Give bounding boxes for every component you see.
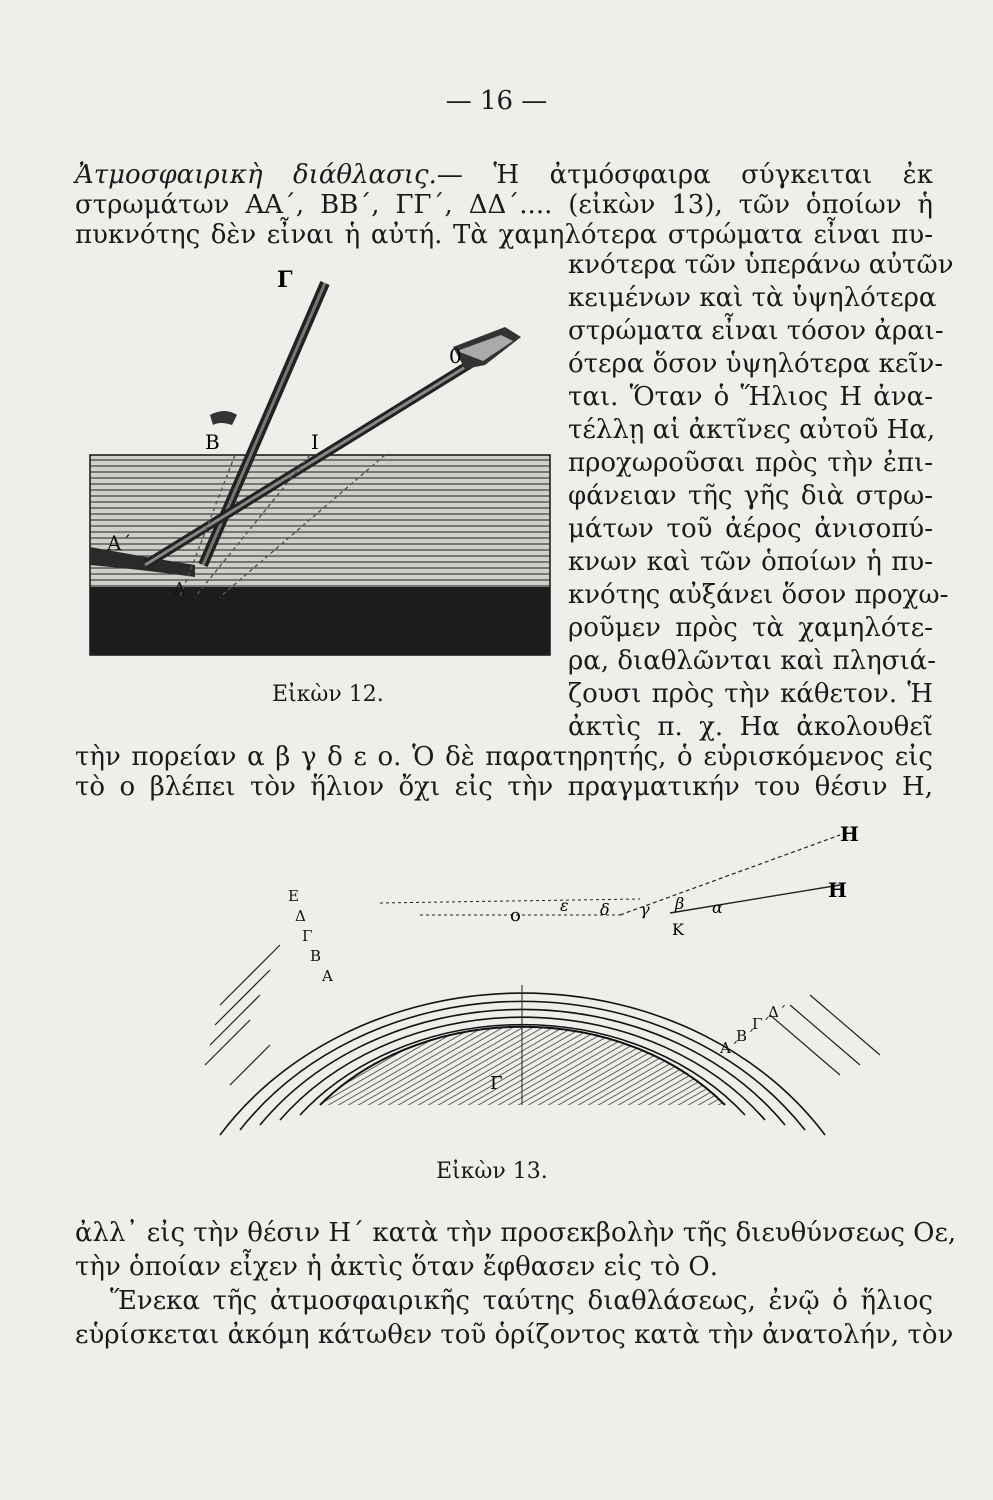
fig13-right-layer-label: Α΄ — [720, 1039, 739, 1057]
fig13-label-b: β — [675, 894, 685, 913]
paragraph-line: ροῦμεν πρὸς τὰ χαμηλότε- — [568, 613, 933, 643]
fig13-left-layer-label: Α — [322, 967, 333, 985]
paragraph-line: μάτων τοῦ ἀέρος ἀνισοπύ- — [568, 514, 933, 544]
section-title: Ἀτμοσφαιρικὴ διάθλασις. — [75, 160, 437, 190]
fig13-label-e: ε — [560, 896, 569, 915]
fig13-left-layer-label: Γ — [302, 927, 313, 945]
paragraph-line: ότερα ὅσον ὑψηλότερα κεῖν- — [568, 349, 944, 379]
page-number: — 16 — — [445, 86, 548, 116]
paragraph-line: προχωροῦσαι πρὸς τὴν ἐπι- — [568, 448, 933, 478]
paragraph-line: ἀκτὶς π. χ. Ηα ἀκολουθεῖ — [568, 712, 933, 742]
paragraph-line: κειμένων καὶ τὰ ὑψηλότερα — [568, 283, 937, 313]
paragraph-line: τὴν ὁποίαν εἶχεν ἡ ἀκτὶς ὅταν ἔφθασεν εἰς τὸ Ο. — [75, 1252, 718, 1282]
paragraph-line: ἀλλ᾽ εἰς τὴν θέσιν Η΄ κατὰ τὴν προσεκβολὴν τῆς διευθύνσεως Οε, — [75, 1218, 957, 1248]
fig13-left-layer-label: Δ — [295, 907, 306, 925]
figure-12-caption: Εἰκὼν 12. — [272, 682, 384, 707]
paragraph-line: τέλλῃ αἱ ἀκτῖνες αὐτοῦ Ηα, — [568, 415, 936, 445]
fig13-right-layer-label: Β΄ — [736, 1027, 755, 1045]
paragraph-line: τὴν πορείαν α β γ δ ε ο. Ὁ δὲ παρατηρητής, ὁ εὑρισκόμενος εἰς — [75, 742, 933, 772]
paragraph-line: φάνειαν τῆς γῆς διὰ στρω- — [568, 481, 933, 511]
paragraph-line: ρα, διαθλῶνται καὶ πλησιά- — [568, 646, 937, 676]
paragraph-line: τὸ ο βλέπει τὸν ἥλιον ὄχι εἰς τὴν πραγματικήν του θέσιν Η, — [75, 772, 933, 802]
paragraph-line: στρώματα εἶναι τόσον ἀραι- — [568, 316, 944, 346]
paragraph-line: ται. Ὅταν ὁ Ἥλιος Η ἀνα- — [568, 382, 933, 412]
paragraph-line: εὑρίσκεται ἀκόμη κάτωθεν τοῦ ὁρίζοντος κατὰ τὴν ἀνατολήν, τὸν — [75, 1320, 954, 1350]
fig13-label-d: δ — [600, 900, 610, 919]
fig12-label-a1: Α΄ — [107, 531, 132, 555]
fig12-label-o: 0 — [449, 344, 462, 368]
fig12-label-g: Γ — [277, 267, 293, 293]
paragraph-line: κνότερα τῶν ὑπεράνω αὐτῶν — [568, 250, 954, 280]
figure-13-atmosphere-arcs — [200, 815, 900, 1160]
paragraph-line: Ἕνεκα τῆς ἀτμοσφαιρικῆς ταύτης διαθλάσεως, ἐνῷ ὁ ἥλιος — [110, 1286, 933, 1316]
fig13-label-c: γ — [640, 900, 650, 919]
paragraph-line: κνων καὶ τῶν ὁποίων ἡ πυ- — [568, 547, 933, 577]
paragraph-line: ζουσι πρὸς τὴν κάθετον. Ἡ — [568, 679, 933, 709]
fig13-right-layer-label: Γ΄ — [752, 1015, 770, 1033]
fig13-label-h1: Η — [840, 822, 859, 846]
fig12-label-i: Ι — [311, 430, 319, 454]
fig13-label-a: α — [712, 898, 723, 917]
fig13-left-layer-label: Ε — [288, 887, 299, 905]
paragraph-line: Ἀτμοσφαιρικὴ διάθλασις.— Ἡ ἀτμόσφαιρα σύγκειται ἐκ — [75, 160, 933, 190]
fig12-label-b: Β — [205, 430, 220, 454]
fig13-right-layer-label: Δ΄ — [768, 1003, 787, 1021]
figure-12-refraction-layers — [85, 265, 560, 665]
paragraph-line: κνότης αὐξάνει ὅσον προχω- — [568, 580, 949, 610]
fig13-left-layer-label: Β — [310, 947, 322, 965]
fig13-label-g: Γ — [490, 1073, 503, 1094]
paragraph-line: πυκνότης δὲν εἶναι ἡ αὐτή. Τὰ χαμηλότερα στρώματα εἶναι πυ- — [75, 220, 933, 250]
fig12-label-a: Α — [173, 579, 186, 600]
fig13-label-h2: Η — [828, 878, 847, 902]
fig13-label-o: ο — [510, 905, 521, 926]
fig13-label-k: Κ — [672, 920, 684, 939]
figure-13-caption: Εἰκὼν 13. — [436, 1159, 548, 1184]
paragraph-line: στρωμάτων ΑΑ΄, ΒΒ΄, ΓΓ΄, ΔΔ΄.... (εἰκὼν 13), τῶν ὁποίων ἡ — [75, 190, 933, 220]
